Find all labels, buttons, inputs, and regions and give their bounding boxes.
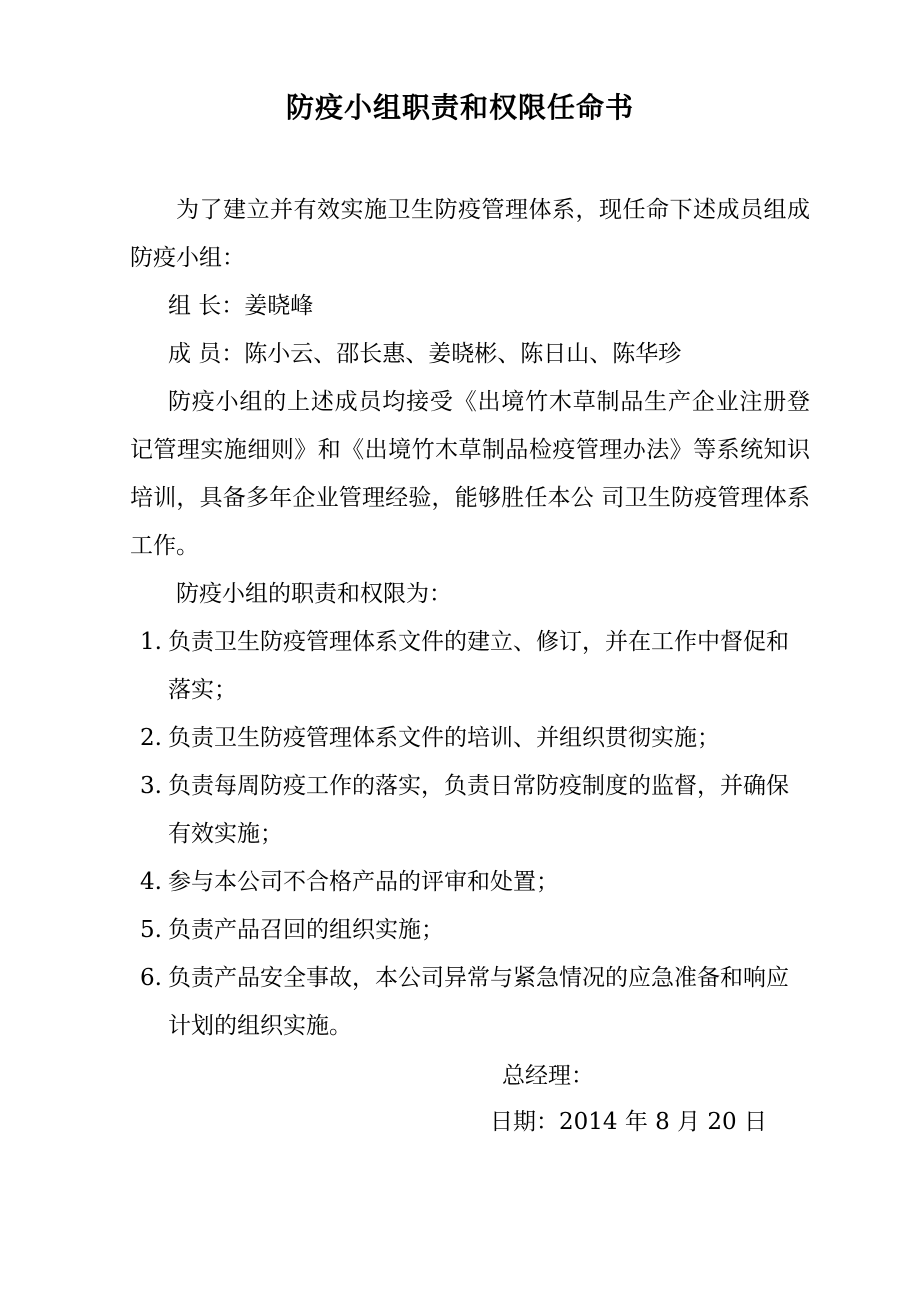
group-leader-line: 组 长：姜晓峰: [168, 293, 314, 319]
duty-text: 负责每周防疫工作的落实，负责日常防疫制度的监督，并确保有效实施；: [168, 773, 789, 847]
duty-text: 负责产品召回的组织实施；: [168, 917, 444, 943]
duties-heading: 防疫小组的职责和权限为：: [176, 581, 452, 607]
document-title: 防疫小组职责和权限任命书: [285, 91, 634, 124]
duty-item: [140, 618, 800, 714]
duty-item: [140, 714, 800, 762]
duty-number: 1.: [140, 629, 162, 655]
duty-text: 参与本公司不合格产品的评审和处置；: [168, 869, 559, 895]
duty-text: 负责卫生防疫管理体系文件的建立、修订，并在工作中督促和落实；: [168, 629, 789, 703]
intro-paragraph: 为了建立并有效实施卫生防疫管理体系，现任命下述成员组成防疫小组：: [130, 197, 810, 271]
general-manager-signature: 总经理：: [502, 1063, 594, 1089]
duty-number: 6.: [140, 965, 162, 991]
duty-number: 4.: [140, 869, 162, 895]
duty-item: [140, 954, 800, 1050]
duty-number: 2.: [140, 725, 162, 751]
training-paragraph: 防疫小组的上述成员均接受《出境竹木草制品生产企业注册登记管理实施细则》和《出境竹木草制品检疫管理办法》等系统知识培训，具备多年企业管理经验，能够胜任本公 司卫生防疫管理体系工作。: [130, 389, 810, 559]
duty-number: 3.: [140, 773, 162, 799]
group-members-line: 成 员：陈小云、邵长惠、姜晓彬、陈日山、陈华珍: [168, 341, 682, 367]
duty-item: [140, 906, 800, 954]
duty-item: [140, 762, 800, 858]
duty-text: 负责卫生防疫管理体系文件的培训、并组织贯彻实施；: [168, 725, 720, 751]
duties-list: [140, 618, 800, 1050]
document-date: 日期：2014 年 8 月 20 日: [490, 1109, 767, 1135]
duty-item: [140, 858, 800, 906]
duty-number: 5.: [140, 917, 162, 943]
duty-text: 负责产品安全事故，本公司异常与紧急情况的应急准备和响应计划的组织实施。: [168, 965, 789, 1039]
